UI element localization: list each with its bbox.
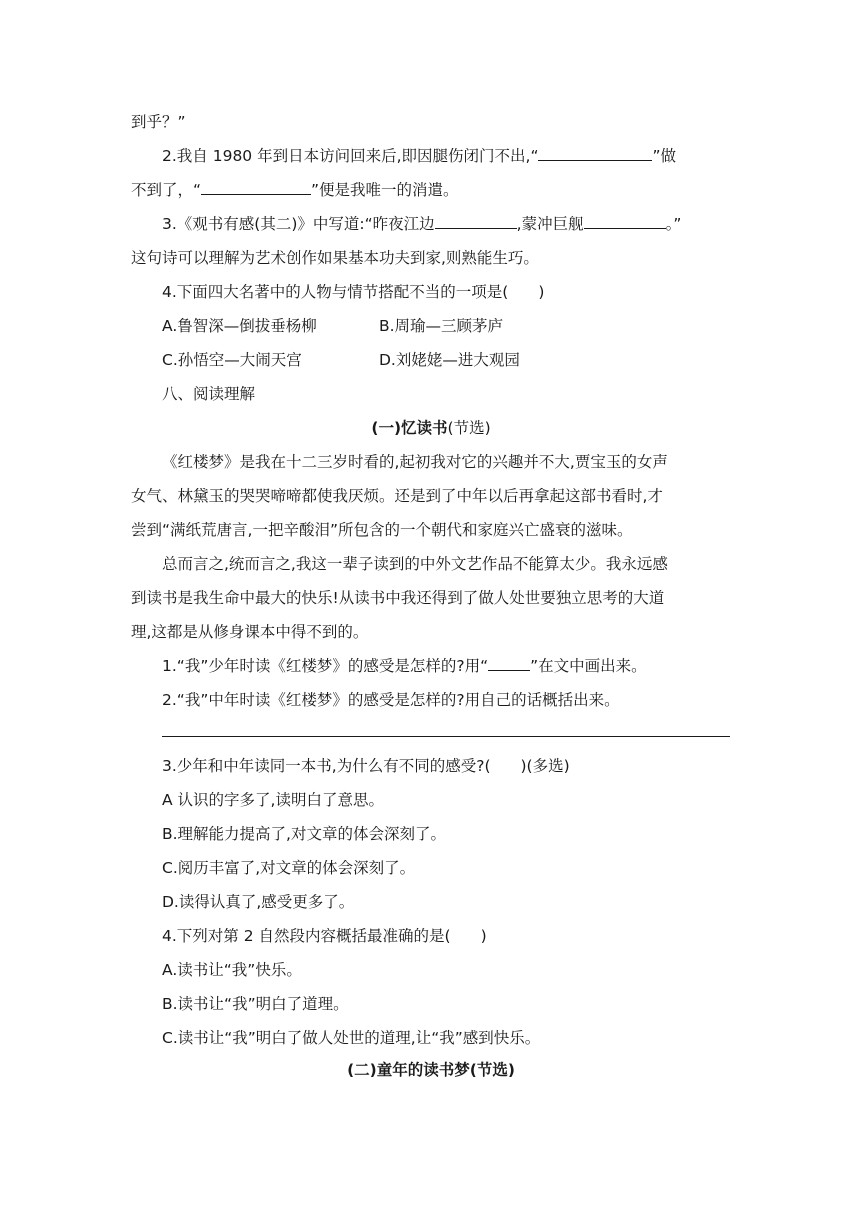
question-4: 4.下面四大名著中的人物与情节搭配不当的一项是( )	[162, 283, 545, 301]
option-b: B.理解能力提高了,对文章的体会深刻了。	[162, 825, 446, 843]
fill-blank[interactable]	[538, 146, 652, 161]
reading-question-3: 3.少年和中年读同一本书,为什么有不同的感受?( )(多选)	[162, 757, 570, 775]
passage-line: 尝到“满纸荒唐言,一把辛酸泪”所包含的一个朝代和家庭兴亡盛衰的滋味。	[131, 521, 633, 539]
option-a: A 认识的字多了,读明白了意思。	[162, 791, 384, 809]
option-c: C.阅历丰富了,对文章的体会深刻了。	[162, 859, 416, 877]
answer-line[interactable]	[162, 736, 730, 737]
passage-line: 理,这都是从修身课本中得不到的。	[131, 623, 369, 641]
question-3: 3.《观书有感(其二)》中写道:“昨夜江边 ,蒙冲巨舰 。”	[162, 215, 682, 233]
passage-line: 总而言之,统而言之,我这一辈子读到的中外文艺作品不能算太少。我永远感	[162, 555, 668, 573]
option-a: A.鲁智深—倒拔垂杨柳	[162, 317, 317, 335]
passage-title-2: (二)童年的读书梦(节选)	[347, 1061, 515, 1079]
text-line: 到乎？”	[131, 113, 186, 131]
option-b: B.读书让“我”明白了道理。	[162, 995, 349, 1013]
reading-question-1: 1.“我”少年时读《红楼梦》的感受是怎样的?用“ ”在文中画出来。	[162, 657, 647, 675]
fill-blank[interactable]	[435, 214, 517, 229]
option-b: B.周瑜—三顾茅庐	[379, 317, 504, 335]
question-2-cont: 不到了，“ ”便是我唯一的消遣。	[131, 181, 459, 199]
underline-sample	[488, 656, 530, 671]
option-d: D.读得认真了,感受更多了。	[162, 893, 355, 911]
passage-line: 到读书是我生命中最大的快乐!从读书中我还得到了做人处世要独立思考的大道	[131, 589, 665, 607]
reading-question-2: 2.“我”中年时读《红楼梦》的感受是怎样的?用自己的话概括出来。	[162, 691, 620, 709]
fill-blank[interactable]	[201, 180, 311, 195]
section-heading: 八、阅读理解	[162, 385, 256, 403]
passage-line: 女气、林黛玉的哭哭啼啼都使我厌烦。还是到了中年以后再拿起这部书看时,才	[131, 487, 663, 505]
question-3-cont: 这句诗可以理解为艺术创作如果基本功夫到家,则熟能生巧。	[131, 249, 539, 267]
option-c: C.孙悟空—大闹天宫	[162, 351, 302, 369]
passage-title-1: (一)忆读书(节选)	[371, 419, 491, 437]
reading-question-4: 4.下列对第 2 自然段内容概括最准确的是( )	[162, 927, 487, 945]
option-d: D.刘姥姥—进大观园	[379, 351, 520, 369]
fill-blank[interactable]	[584, 214, 666, 229]
passage-line: 《红楼梦》是我在十二三岁时看的,起初我对它的兴趣并不大,贾宝玉的女声	[162, 453, 668, 471]
option-a: A.读书让“我”快乐。	[162, 961, 302, 979]
option-c: C.读书让“我”明白了做人处世的道理,让“我”感到快乐。	[162, 1029, 541, 1047]
question-2: 2.我自 1980 年到日本访问回来后,即因腿伤闭门不出,“ ”做	[162, 147, 677, 165]
